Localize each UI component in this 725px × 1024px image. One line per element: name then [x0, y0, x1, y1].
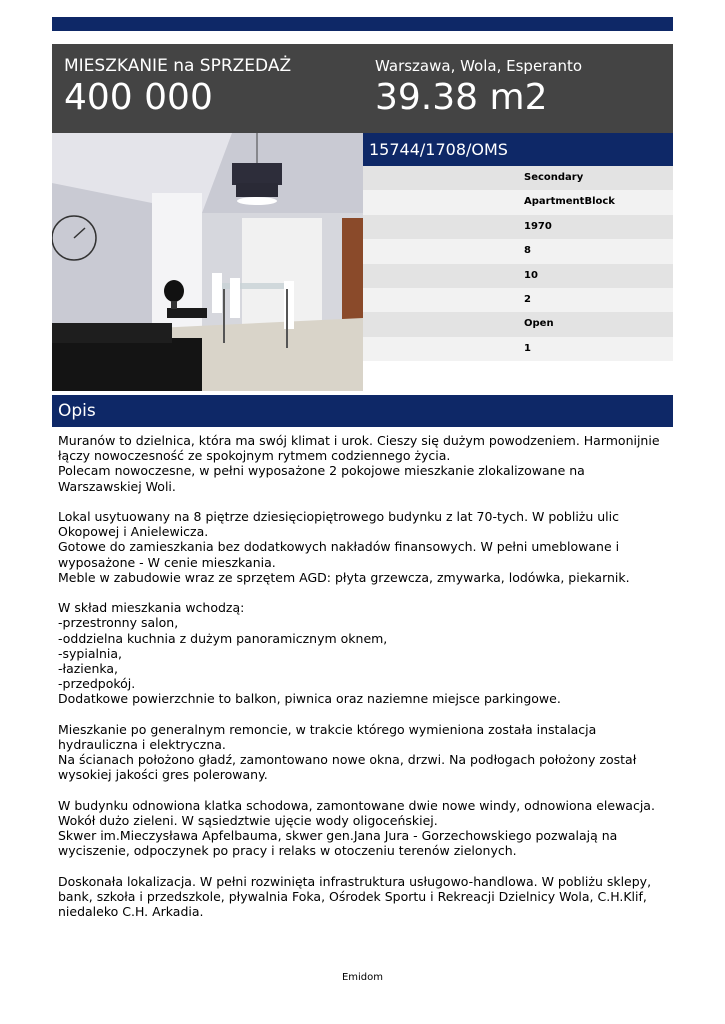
- param-value: 2: [524, 293, 531, 305]
- description-line: -sypialnia,: [58, 645, 122, 661]
- description-line: Dodatkowe powierzchnie to balkon, piwnica oraz naziemne miejsce parkingowe.: [58, 691, 561, 707]
- param-value: Secondary: [524, 172, 584, 183]
- param-row: [363, 166, 673, 190]
- description-line: Polecam nowoczesne, w pełni wyposażone 2 pokojowe mieszkanie zlokalizowane na Warszawskiej Woli.: [58, 463, 585, 494]
- header-right: [375, 56, 582, 118]
- description-line: Lokal usytuowany na 8 piętrze dziesięciopiętrowego budynku z lat 70-tych. W pobliżu ulic Okopowej i Anielewicza.: [58, 509, 620, 540]
- description-line: [58, 783, 670, 798]
- description-section-header: [52, 395, 673, 427]
- param-row: [363, 337, 673, 361]
- description-line: -oddzielna kuchnia z dużym panoramicznym oknem,: [58, 630, 388, 646]
- reference-number: 15744/1708/OMS: [369, 140, 508, 159]
- description-line: Meble w zabudowie wraz ze sprzętem AGD: płyta grzewcza, zmywarka, lodówka, piekarnik.: [58, 569, 630, 585]
- description-line: W budynku odnowiona klatka schodowa, zamontowane dwie nowe windy, odnowiona elewacja.: [58, 797, 655, 813]
- area: 39.38 m2: [375, 77, 548, 118]
- description-line: [58, 859, 670, 874]
- offer-type: MIESZKANIE na SPRZEDAŻ: [64, 56, 292, 76]
- param-row: [363, 239, 673, 263]
- footer-agency: Emidom: [341, 972, 384, 983]
- location: Warszawa, Wola, Esperanto: [375, 57, 583, 75]
- param-row: [363, 264, 673, 288]
- description-line: [58, 585, 670, 600]
- param-value: 10: [524, 269, 538, 281]
- param-row: [363, 312, 673, 336]
- param-row: [363, 215, 673, 239]
- param-value: 1: [524, 342, 531, 354]
- description-line: [58, 707, 670, 722]
- description-line: Mieszkanie po generalnym remoncie, w trakcie którego wymieniona została instalacja hydrauliczna i elektryczna.: [58, 721, 597, 753]
- listing-header: [52, 44, 673, 133]
- description-line: -przedpokój.: [58, 676, 136, 692]
- description-line: [58, 494, 670, 509]
- description-line: Doskonała lokalizacja. W pełni rozwinięta infrastruktura usługowo-handlowa. W pobliżu sklepy, bank, szkoła i przedszkole, pływalnia Foka, Ośrodek Sportu i Rekreacji Dzielnicy Wola, C.H.Klif, niedaleko C.H. Arkadia.: [58, 873, 652, 920]
- param-value: 8: [524, 245, 531, 257]
- param-value: ApartmentBlock: [524, 196, 615, 208]
- description-line: -łazienka,: [58, 661, 119, 677]
- top-accent-bar: [52, 17, 673, 31]
- description-text: [58, 433, 670, 920]
- header-left: [64, 56, 291, 118]
- param-row: [363, 288, 673, 312]
- param-row: [363, 190, 673, 214]
- apartment-photo: [52, 133, 363, 391]
- param-value: 1970: [524, 220, 552, 232]
- parameters-table: [363, 166, 673, 361]
- description-line: Wokół dużo zieleni. W sąsiedztwie ujęcie wody oligoceńskiej.: [58, 813, 438, 829]
- section-title: Opis: [58, 401, 96, 421]
- param-value: Open: [524, 318, 554, 330]
- description-line: Gotowe do zamieszkania bez dodatkowych nakładów finansowych. W pełni umeblowane i wyposażone - W cenie mieszkania.: [58, 539, 620, 570]
- description-line: Skwer im.Mieczysława Apfelbauma, skwer gen.Jana Jura - Gorzechowskiego pozwalają na wyciszenie, odpoczynek po pracy i relaks w otoczeniu terenów zielonych.: [58, 828, 618, 859]
- price: 400 000: [64, 77, 213, 118]
- description-line: Muranów to dzielnica, która ma swój klimat i urok. Cieszy się dużym powodzeniem. Harmonijnie łączy nowoczesność ze spokojnym rytmem codziennego życia.: [58, 433, 660, 464]
- description-line: -przestronny salon,: [58, 615, 179, 631]
- description-line: Na ścianach położono gładź, zamontowano nowe okna, drzwi. Na podłogach położony został wysokiej jakości gres polerowany.: [58, 752, 637, 783]
- reference-number-bar: [363, 133, 673, 166]
- description-line: W skład mieszkania wchodzą:: [58, 600, 245, 616]
